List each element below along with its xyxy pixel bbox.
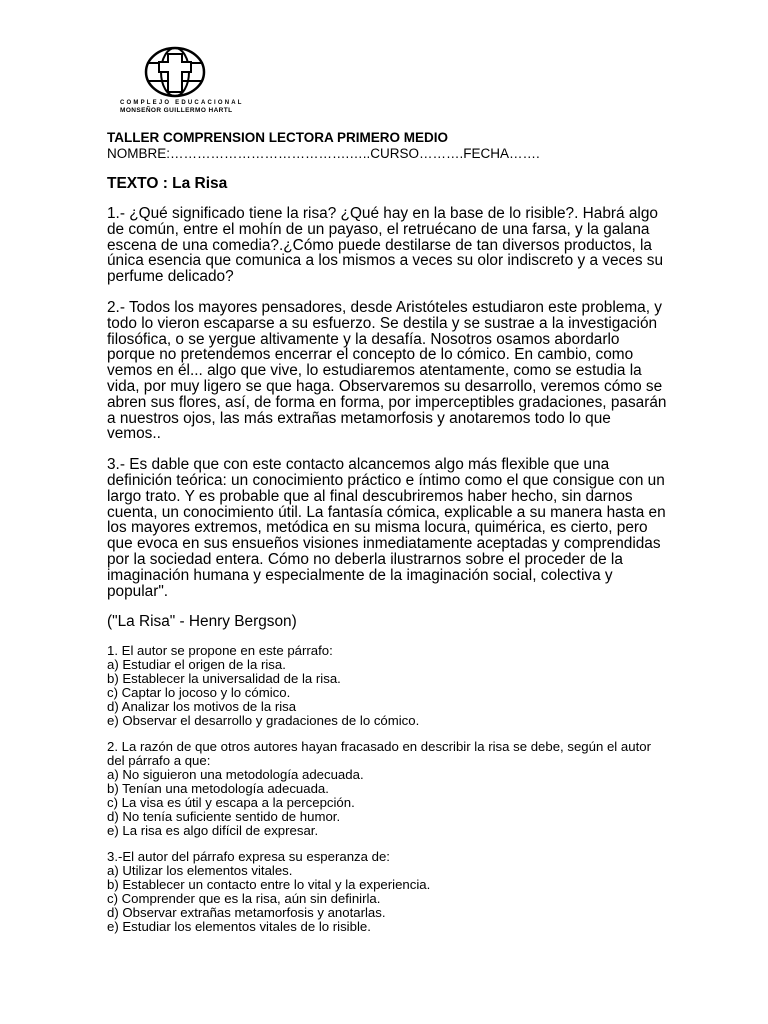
document-title: TALLER COMPRENSION LECTORA PRIMERO MEDIO: [107, 130, 449, 145]
answer-option: b) Establecer un contacto entre lo vital y la experiencia.: [107, 877, 431, 893]
document-body: [107, 206, 667, 946]
question-2: [107, 740, 667, 838]
question-prompt: 1. El autor se propone en este párrafo:: [107, 643, 333, 659]
document-header: [107, 130, 707, 162]
answer-option: a) Estudiar el origen de la risa.: [107, 657, 286, 673]
paragraph-1: 1.- ¿Qué significado tiene la risa? ¿Qué hay en la base de lo risible?. Habrá algo de común, entre el mohín de un payaso, el retruécano de una farsa, y la galana escena de una comedia?.¿Cómo puede destilarse de tan diversos productos, la única esencia que comunica a los mismos a veces su olor indiscreto y a veces su perfume delicado?: [107, 205, 664, 286]
question-3: [107, 850, 667, 934]
answer-option: a) No siguieron una metodología adecuada.: [107, 767, 364, 783]
logo-line-1: COMPLEJO EDUCACIONAL: [120, 100, 244, 106]
paragraph-2: 2.- Todos los mayores pensadores, desde Aristóteles estudiaron este problema, y todo lo vieron escaparse a su esfuerzo. Se destila y se sustrae a la investigación filosófica, o se yergue altivamente y la desafía. Nosotros osamos abordarlo porque no pretendemos encerrar el concepto de lo cómico. En cambio, como vemos en él... algo que vive, lo estudiaremos atentamente, como se estudia la vida, por muy ligero se que haga. Observaremos su desarrollo, veremos cómo se abren sus flores, así, de forma en forma, por imperceptibles gradaciones, pasarán a nuestros ojos, las más extrañas metamorfosis y anotaremos todo lo que vemos..: [107, 298, 667, 443]
answer-option: b) Tenían una metodología adecuada.: [107, 781, 329, 797]
text-title: TEXTO : La Risa: [107, 175, 228, 192]
question-prompt: 3.-El autor del párrafo expresa su esperanza de:: [107, 849, 390, 865]
answer-option: c) Captar lo jocoso y lo cómico.: [107, 685, 291, 701]
globe-cross-icon: [144, 46, 206, 98]
answer-option: b) Establecer la universalidad de la risa.: [107, 671, 341, 687]
question-prompt: 2. La razón de que otros autores hayan fracasado en describir la risa se debe, según el autor del párrafo a que:: [107, 739, 651, 769]
logo-line-2: MONSEÑOR GUILLERMO HARTL: [120, 107, 233, 114]
name-course-date-line: NOMBRE:………………………………….…..CURSO……….FECHA…….: [107, 146, 540, 161]
paragraph-3: 3.- Es dable que con este contacto alcancemos algo más flexible que una definición teórica: un conocimiento práctico e íntimo como el que consigue con un largo trato. Y es probable que al final descubriremos haber hecho, sin darnos cuenta, un conocimiento útil. La fantasía cómica, explicable a su manera hasta en los mayores extremos, metódica en su misma locura, quimérica, es cierto, pero que evoca en sus ensueños visiones inmediatamente aceptadas y comprendidas por la sociedad entera. Cómo no deberla ilustrarnos sobre el proceder de la imaginación humana y especialmente de la imaginación social, colectiva y popular".: [107, 456, 666, 600]
answer-option: e) La risa es algo difícil de expresar.: [107, 823, 319, 839]
answer-option: d) Analizar los motivos de la risa: [107, 699, 297, 715]
answer-option: e) Observar el desarrollo y gradaciones de lo cómico.: [107, 713, 420, 729]
answer-option: d) No tenía suficiente sentido de humor.: [107, 809, 341, 825]
attribution: ("La Risa" - Henry Bergson): [107, 613, 297, 631]
answer-option: c) Comprender que es la risa, aún sin definirla.: [107, 891, 381, 907]
answer-option: c) La visa es útil y escapa a la percepción.: [107, 795, 355, 811]
answer-option: a) Utilizar los elementos vitales.: [107, 863, 293, 879]
school-logo: [118, 46, 244, 116]
question-1: [107, 644, 667, 728]
answer-option: d) Observar extrañas metamorfosis y anotarlas.: [107, 905, 386, 921]
answer-option: e) Estudiar los elementos vitales de lo risible.: [107, 919, 371, 935]
